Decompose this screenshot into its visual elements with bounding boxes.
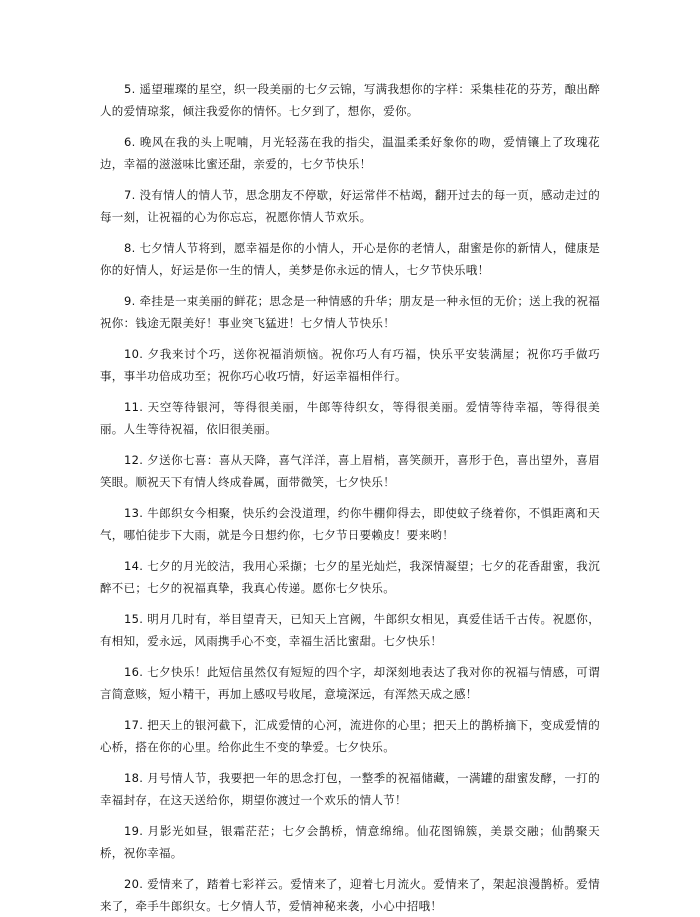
paragraph-14: 14. 七夕的月光皎洁，我用心采撷；七夕的星光灿烂，我深情凝望；七夕的花香甜蜜，我沉醉不已；七夕的祝福真挚，我真心传递。愿你七夕快乐。 <box>100 559 600 595</box>
paragraph-18: 18. 月号情人节，我要把一年的思念打包，一整季的祝福储藏，一满罐的甜蜜发酵，一打的幸福封存，在这天送给你，期望你渡过一个欢乐的情人节！ <box>100 771 600 807</box>
paragraph-19: 19. 月影光如昼，银霜茫茫；七夕会鹊桥，情意绵绵。仙花图锦簇，美景交融；仙鹊聚天桥，祝你幸福。 <box>100 824 600 860</box>
paragraph-10: 10. 夕我来讨个巧，送你祝福消烦恼。祝你巧人有巧福，快乐平安装满屋；祝你巧手做巧事，事半功倍成功至；祝你巧心收巧情，好运幸福相伴行。 <box>100 347 600 383</box>
paragraph-8: 8. 七夕情人节将到，愿幸福是你的小情人，开心是你的老情人，甜蜜是你的新情人，健康是你的好情人，好运是你一生的情人，美梦是你永远的情人，七夕节快乐哦！ <box>100 241 600 277</box>
paragraph-16: 16. 七夕快乐！此短信虽然仅有短短的四个字，却深刻地表达了我对你的祝福与情感，可谓言简意赅，短小精干，再加上感叹号收尾，意境深远，有浑然天成之感！ <box>100 665 600 701</box>
paragraph-11: 11. 天空等待银河，等得很美丽，牛郎等待织女，等得很美丽。爱情等待幸福，等得很美丽。人生等待祝福，依旧很美丽。 <box>100 400 600 436</box>
paragraph-12: 12. 夕送你七喜：喜从天降，喜气洋洋，喜上眉梢，喜笑颜开，喜形于色，喜出望外，喜眉笑眼。顺祝天下有情人终成眷属，面带微笑，七夕快乐！ <box>100 453 600 489</box>
paragraph-9: 9. 牵挂是一束美丽的鲜花；思念是一种情感的升华；朋友是一种永恒的无价；送上我的祝福祝你：钱途无限美好！事业突飞猛进！七夕情人节快乐！ <box>100 294 600 330</box>
paragraph-7: 7. 没有情人的情人节，思念朋友不停歇，好运常伴不枯竭，翻开过去的每一页，感动走过的每一刻，让祝福的心为你忘忘，祝愿你情人节欢乐。 <box>100 188 600 224</box>
paragraph-13: 13. 牛郎织女今相聚，快乐约会没道理，约你牛棚仰得去，即使蚊子绕着你，不惧距离和天气，哪怕徒步下大雨，就是今日想约你，七夕节日要赖皮！要来哟！ <box>100 506 600 542</box>
paragraph-6: 6. 晚风在我的头上呢喃，月光轻荡在我的指尖，温温柔柔好象你的吻，爱情镶上了玫瑰花边，幸福的滋滋味比蜜还甜，亲爱的，七夕节快乐！ <box>100 135 600 171</box>
paragraph-20: 20. 爱情来了，踏着七彩祥云。爱情来了，迎着七月流火。爱情来了，架起浪漫鹊桥。爱情来了，牵手牛郎织女。七夕情人节，爱情神秘来袭，小心中招哦！ <box>100 877 600 913</box>
paragraph-15: 15. 明月几时有，举目望青天，已知天上宫阙，牛郎织女相见，真爱佳话千古传。祝愿你，有相知，爱永远，风雨携手心不变，幸福生活比蜜甜。七夕快乐！ <box>100 612 600 648</box>
paragraph-17: 17. 把天上的银河截下，汇成爱情的心河，流进你的心里；把天上的鹊桥摘下，变成爱情的心桥，搭在你的心里。给你此生不变的挚爱。七夕快乐。 <box>100 718 600 754</box>
paragraph-5: 5. 遥望璀璨的星空，织一段美丽的七夕云锦，写满我想你的字样：采集桂花的芬芳，酿出醉人的爱情琼浆，倾注我爱你的情怀。七夕到了，想你，爱你。 <box>100 82 600 118</box>
